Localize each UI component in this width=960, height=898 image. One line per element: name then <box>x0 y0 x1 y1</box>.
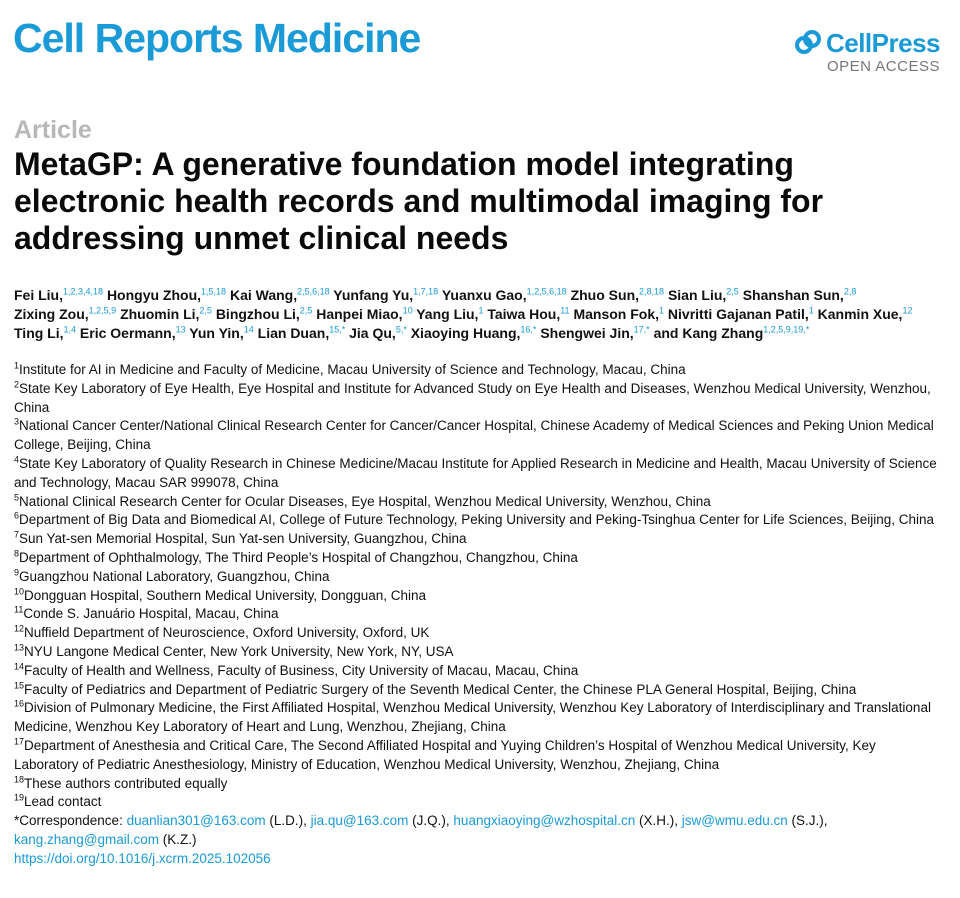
email-link[interactable]: duanlian301@163.com <box>126 813 266 829</box>
affiliation-item <box>14 455 944 493</box>
affiliation-text: Department of Ophthalmology, The Third People’s Hospital of Changzhou, Changzhou, China <box>19 549 578 565</box>
email-link[interactable]: jia.qu@163.com <box>310 813 409 829</box>
author-affiliation-ref[interactable]: 2,8,18 <box>639 286 665 297</box>
email-owner: (X.H.), <box>635 813 682 829</box>
affiliation-item <box>14 681 944 700</box>
affiliation-list <box>14 361 944 812</box>
affiliations <box>14 361 944 869</box>
author-affiliation-ref[interactable]: 1 <box>659 305 665 316</box>
affiliation-item <box>14 361 944 380</box>
affiliation-text: Guangzhou National Laboratory, Guangzhou, China <box>19 568 330 584</box>
email-owner: (K.Z.) <box>159 831 197 847</box>
affiliation-number: 13 <box>14 642 25 653</box>
author-affiliation-ref[interactable]: 5,* <box>395 324 407 335</box>
affiliation-number: 2 <box>14 379 20 390</box>
author-name: Nivritti Gajanan Patil,$^1$ <box>667 305 814 322</box>
doi-link[interactable]: https://doi.org/10.1016/j.xcrm.2025.102056 <box>14 850 271 866</box>
affiliation-number: 14 <box>14 661 25 672</box>
author-affiliation-ref[interactable]: 14 <box>243 324 254 335</box>
affiliation-item <box>14 605 944 624</box>
publisher-logo <box>793 28 940 76</box>
email-owner: (S.J.), <box>787 813 828 829</box>
article-type: Article <box>14 116 92 144</box>
author-name: Yuanxu Gao,$^{1,2,5,6,18}$ <box>441 286 567 303</box>
affiliation-item <box>14 568 944 587</box>
affiliation-number: 3 <box>14 416 20 427</box>
cellpress-logo-icon <box>793 28 823 58</box>
author-affiliation-ref[interactable]: 1,2,3,4,18 <box>63 286 104 297</box>
author-affiliation-ref[interactable]: 17,* <box>633 324 650 335</box>
affiliation-text: National Clinical Research Center for Ocular Diseases, Eye Hospital, Wenzhou Medical University, Wenzhou, China <box>19 493 711 509</box>
affiliation-text: Sun Yat-sen Memorial Hospital, Sun Yat-sen University, Guangzhou, China <box>19 531 467 547</box>
author-list <box>14 286 944 343</box>
affiliation-number: 9 <box>14 567 20 578</box>
affiliation-number: 16 <box>14 698 25 709</box>
affiliation-number: 6 <box>14 510 20 521</box>
affiliation-item <box>14 530 944 549</box>
affiliation-item <box>14 775 944 794</box>
author-name: Zhuomin Li,$^{2,5}$ <box>120 305 212 322</box>
affiliation-text: Division of Pulmonary Medicine, the First Affiliated Hospital, Wenzhou Medical University, Wenzhou Key Laboratory of Interdisciplinary and Translational Medicine, Wenzhou Key Laboratory of Heart and Lung, Wenzhou, Zhejiang, China <box>14 700 931 735</box>
author-affiliation-ref[interactable]: 13 <box>175 324 186 335</box>
open-access-label: OPEN ACCESS <box>826 58 940 75</box>
author-affiliation-ref[interactable]: 1 <box>808 305 814 316</box>
author-affiliation-ref[interactable]: 12 <box>902 305 913 316</box>
masthead <box>13 14 940 76</box>
author-affiliation-ref[interactable]: 1,2,5,9,19,* <box>763 324 810 335</box>
author-name: Bingzhou Li,$^{2,5}$ <box>215 305 313 322</box>
affiliation-number: 5 <box>14 492 20 503</box>
author-affiliation-ref[interactable]: 1,4 <box>63 324 77 335</box>
author-affiliation-ref[interactable]: 1 <box>478 305 484 316</box>
email-link[interactable]: kang.zhang@gmail.com <box>14 831 160 847</box>
affiliation-text: Institute for AI in Medicine and Faculty of Medicine, Macau University of Science and Technology, Macau, China <box>19 362 686 377</box>
journal-name: Cell Reports Medicine <box>13 15 421 61</box>
affiliation-item <box>14 511 944 530</box>
author-name: Kanmin Xue,$^{12}$ <box>817 305 913 322</box>
email-link[interactable]: huangxiaoying@wzhospital.cn <box>453 813 636 829</box>
correspondence-label: *Correspondence: <box>14 813 127 829</box>
author-affiliation-ref[interactable]: 16,* <box>520 324 537 335</box>
affiliation-item <box>14 662 944 681</box>
author-name: Hanpei Miao,$^{10}$ <box>316 305 413 322</box>
author-affiliation-ref[interactable]: 10 <box>402 305 413 316</box>
affiliation-number: 8 <box>14 548 20 559</box>
author-affiliation-ref[interactable]: 2,5 <box>726 286 739 297</box>
affiliation-text: Department of Anesthesia and Critical Care, The Second Affiliated Hospital and Yuying Children’s Hospital of Wenzhou Medical University, Key Laboratory of Pediatric Anesthesiology, Ministry of Education, Wenzhou Medical University, Wenzhou, Zhejiang, China <box>14 737 876 772</box>
affiliation-item <box>14 587 944 606</box>
author-affiliation-ref[interactable]: 2,5 <box>199 305 212 316</box>
email-owner: (L.D.), <box>265 813 311 829</box>
email-owner: (J.Q.), <box>408 813 454 829</box>
author-name: Zixing Zou,$^{1,2,5,9}$ <box>14 305 117 322</box>
affiliation-item <box>14 624 944 643</box>
author-name: Yunfang Yu,$^{1,7,18}$ <box>333 286 439 303</box>
affiliation-number: 7 <box>14 529 20 540</box>
author-affiliation-ref[interactable]: 1,5,18 <box>201 286 227 297</box>
author-name: Sian Liu,$^{2,5}$ <box>667 286 739 303</box>
affiliation-text: Lead contact <box>24 794 102 810</box>
affiliation-item <box>14 380 944 418</box>
affiliation-text: Department of Big Data and Biomedical AI, College of Future Technology, Peking University and Peking-Tsinghua Center for Life Sciences, Beijing, China <box>19 512 935 528</box>
affiliation-text: State Key Laboratory of Eye Health, Eye Hospital and Institute for Advanced Study on Eye Health and Diseases, Wenzhou Medical University, Wenzhou, China <box>14 380 931 415</box>
author-name: Kai Wang,$^{2,5,6,18}$ <box>229 286 330 303</box>
author-name: Shanshan Sun,$^{2,8}$ <box>742 286 857 303</box>
author-affiliation-ref[interactable]: 2,5,6,18 <box>297 286 330 297</box>
author-name: Lian Duan,$^{15,*}$ <box>257 324 346 341</box>
affiliation-text: Faculty of Health and Wellness, Faculty of Business, City University of Macau, Macau, China <box>24 662 579 678</box>
affiliation-number: 11 <box>14 604 24 615</box>
affiliation-item <box>14 699 944 737</box>
affiliation-text: National Cancer Center/National Clinical Research Center for Cancer/Cancer Hospital, Chinese Academy of Medical Sciences and Peking Union Medical College, Beijing, China <box>14 418 934 453</box>
affiliation-text: These authors contributed equally <box>24 775 228 791</box>
affiliation-text: State Key Laboratory of Quality Research in Chinese Medicine/Macau Institute for Applied Research in Medicine and Health, Macau University of Science and Technology, Macau SAR 999078, China <box>14 455 937 490</box>
author-name: Yang Liu,$^1$ <box>416 305 484 322</box>
author-affiliation-ref[interactable]: 1,2,5,6,18 <box>526 286 567 297</box>
affiliation-item <box>14 643 944 662</box>
author-name: Shengwei Jin,$^{17,*}$ <box>540 324 650 341</box>
affiliation-number: 1 <box>14 360 20 371</box>
author-name: Jia Qu,$^{5,*}$ <box>349 324 407 341</box>
affiliation-item <box>14 417 944 455</box>
author-name: Taiwa Hou,$^{11}$ <box>487 305 570 322</box>
author-name: Eric Oermann,$^{13}$ <box>79 324 186 341</box>
affiliation-text: Nuffield Department of Neuroscience, Oxford University, Oxford, UK <box>24 625 430 641</box>
author-name: Yun Yin,$^{14}$ <box>189 324 254 341</box>
author-affiliation-ref[interactable]: 2,5 <box>299 305 313 316</box>
affiliation-item <box>14 549 944 568</box>
correspondence <box>14 812 944 850</box>
affiliation-text: Faculty of Pediatrics and Department of Pediatric Surgery of the Seventh Medical Center, the Chinese PLA General Hospital, Beijing, China <box>24 681 857 697</box>
author-affiliation-ref[interactable]: 2,8 <box>843 286 857 297</box>
publisher-name: CellPress <box>825 28 940 58</box>
affiliation-text: Conde S. Januário Hospital, Macau, China <box>23 606 279 622</box>
author-affiliation-ref[interactable]: 11 <box>560 305 570 316</box>
affiliation-item <box>14 737 944 775</box>
email-link[interactable]: jsw@wmu.edu.cn <box>681 813 788 829</box>
author-name: Xiaoying Huang,$^{16,*}$ <box>410 324 537 341</box>
author-affiliation-ref[interactable]: 15,* <box>329 324 346 335</box>
affiliation-text: NYU Langone Medical Center, New York University, New York, NY, USA <box>24 643 454 659</box>
author-name: Fei Liu,$^{1,2,3,4,18}$ <box>14 286 104 303</box>
affiliation-number: 10 <box>14 586 25 597</box>
author-name: Zhuo Sun,$^{2,8,18}$ <box>570 286 665 303</box>
affiliation-number: 12 <box>14 623 25 634</box>
affiliation-number: 17 <box>14 736 25 747</box>
affiliation-text: Dongguan Hospital, Southern Medical University, Dongguan, China <box>24 587 426 603</box>
affiliation-number: 4 <box>14 454 20 465</box>
author-affiliation-ref[interactable]: 1,2,5,9 <box>88 305 117 316</box>
author-name: and Kang Zhang$^{1,2,5,9,19,*}$ <box>653 324 810 341</box>
author-name: Ting Li,$^{1,4}$ <box>14 324 77 341</box>
affiliation-number: 19 <box>14 792 25 803</box>
affiliation-number: 18 <box>14 774 25 785</box>
affiliation-item <box>14 793 944 812</box>
affiliation-item <box>14 493 944 512</box>
author-affiliation-ref[interactable]: 1,7,18 <box>413 286 439 297</box>
affiliation-number: 15 <box>14 680 25 691</box>
author-name: Hongyu Zhou,$^{1,5,18}$ <box>106 286 227 303</box>
author-name: Manson Fok,$^1$ <box>573 305 665 322</box>
article-title: MetaGP: A generative foundation model integrating electronic health records and multimodal imaging for addressing unmet clinical needs <box>14 146 824 256</box>
